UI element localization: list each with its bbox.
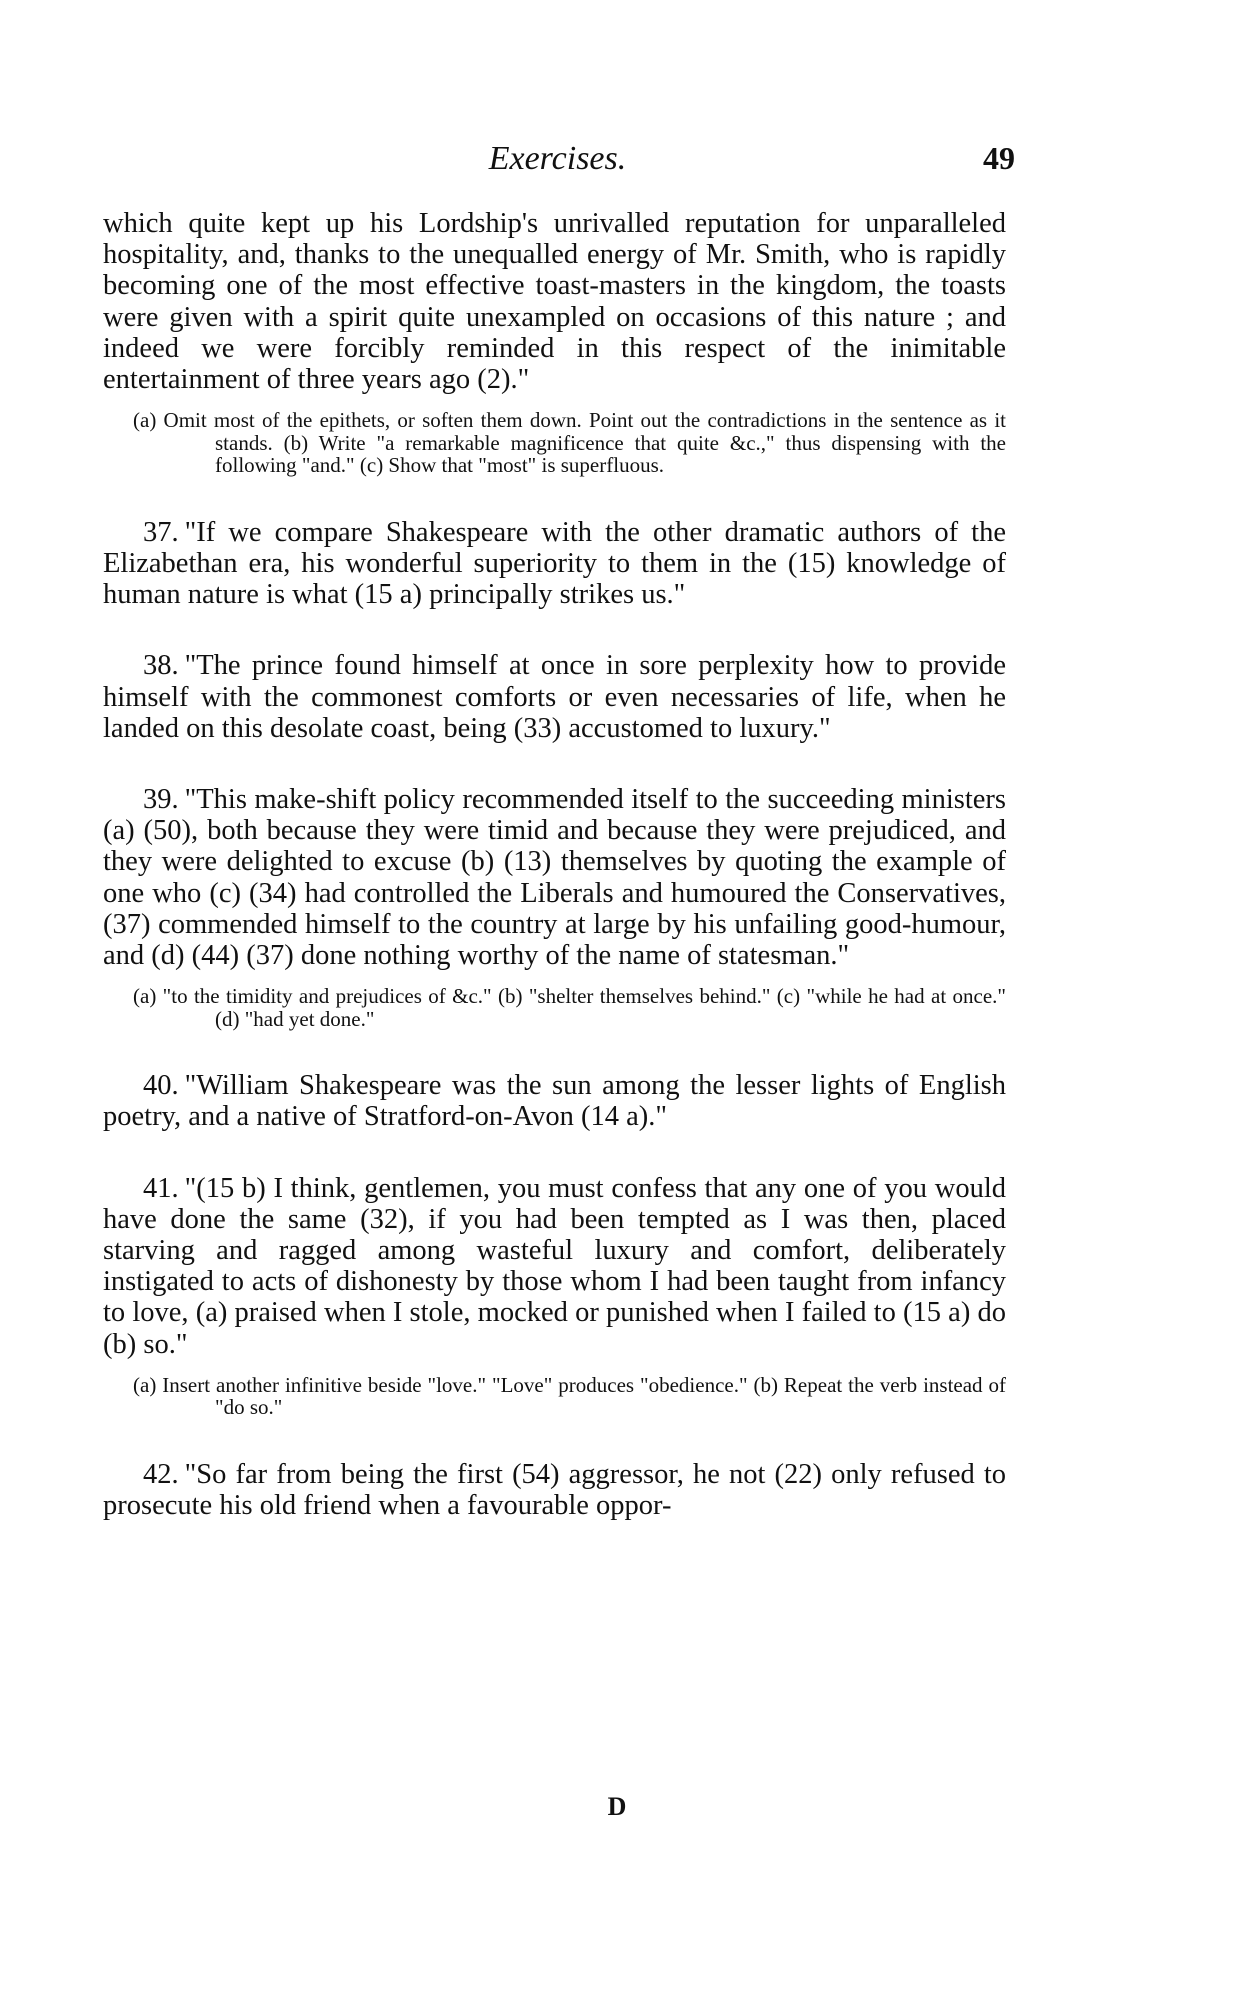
exercise-number: 42.	[143, 1458, 179, 1490]
signature-mark: D	[607, 1792, 628, 1821]
exercise-number: 41.	[143, 1172, 179, 1204]
exercise-number: 37.	[143, 516, 179, 548]
exercise-text: "If we compare Shakespeare with the other dramatic authors of the Elizabethan era, his wonderful superiority to them in the (15) knowledge of human nature is what (15 a) principally strikes us."	[103, 516, 1006, 611]
exercise-text: "So far from being the first (54) aggressor, he not (22) only refused to prosecute his old friend when a favourable oppor-	[103, 1458, 1006, 1521]
continuation-paragraph: which quite kept up his Lordship's unrivalled reputation for unparalleled hospitality, and, thanks to the unequalled energy of Mr. Smith, who is rapidly becoming one of the most effective toast-masters in the kingdom, the toasts were given with a spirit quite unexampled on occasions of this nature ; and indeed we were forcibly reminded in this respect of the inimitable entertainment of three years ago (2)."	[103, 208, 1006, 396]
exercise-number: 40.	[143, 1070, 179, 1102]
exercise-number: 38.	[143, 650, 179, 682]
exercise-40	[103, 1070, 1006, 1132]
exercise-37	[103, 517, 1006, 611]
exercise-text: "The prince found himself at once in sore perplexity how to provide himself with the commonest comforts or even necessaries of life, when he landed on this desolate coast, being (33) accustomed to luxury."	[103, 650, 1006, 744]
running-title: Exercises.	[488, 140, 627, 177]
exercise-text: "William Shakespeare was the sun among the lesser lights of English poetry, and a native of Stratford-on-Avon (14 a)."	[103, 1070, 1006, 1133]
page-header	[100, 140, 1015, 190]
exercise-41	[103, 1173, 1006, 1360]
exercise-38	[103, 650, 1006, 744]
exercise-text: "This make-shift policy recommended itself to the succeeding ministers (a) (50), both because they were timid and because they were prejudiced, and they were delighted to excuse (b) (13) themselves by quoting the example of one who (c) (34) had controlled the Liberals and humoured the Conservatives, (37) commended himself to the country at large by his unfailing good-humour, and (d) (44) (37) done nothing worthy of the name of statesman."	[103, 783, 1006, 971]
exercise-39	[103, 784, 1006, 971]
page-body	[103, 208, 1006, 1521]
footnote: (a) Insert another infinitive beside "love." "Love" produces "obedience." (b) Repeat the verb instead of "do so."	[133, 1372, 1006, 1420]
exercise-42	[103, 1459, 1006, 1521]
footnote: (a) Omit most of the epithets, or soften them down. Point out the contradictions in the sentence as it stands. (b) Write "a remarkable magnificence that quite &c.," thus dispensing with the following "and." (c) Show that "most" is superfluous.	[133, 408, 1006, 478]
exercise-number: 39.	[143, 783, 179, 815]
exercise-text: "(15 b) I think, gentlemen, you must confess that any one of you would have done the same (32), if you had been tempted as I was then, placed starving and ragged among wasteful luxury and comfort, deliberately instigated to acts of dishonesty by those whom I had been taught from infancy to love, (a) praised when I stole, mocked or punished when I failed to (15 a) do (b) so."	[103, 1172, 1006, 1360]
page-number: 49	[983, 140, 1015, 176]
footnote: (a) "to the timidity and prejudices of &c." (b) "shelter themselves behind." (c) "while he had at once." (d) "had yet done."	[133, 984, 1006, 1031]
